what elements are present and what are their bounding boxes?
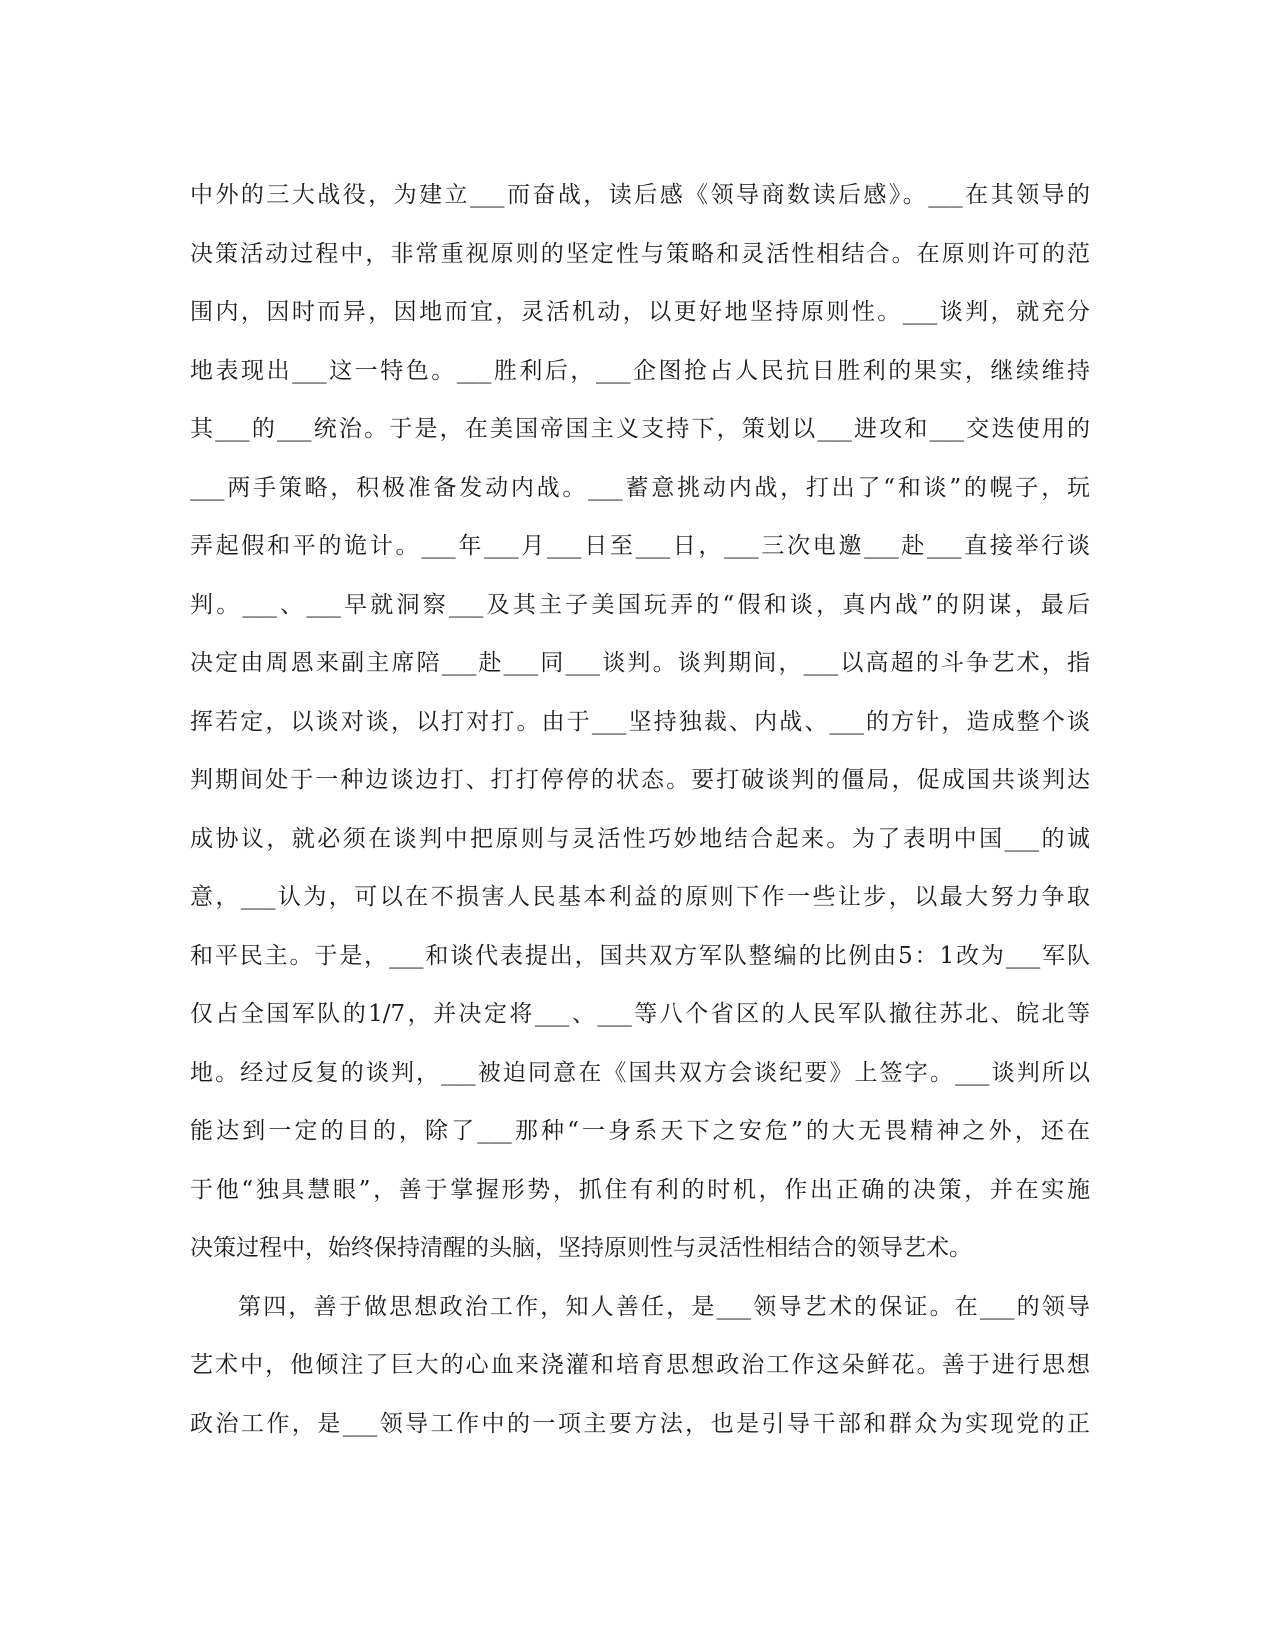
text-line: 政治工作，是___领导工作中的一项主要方法，也是引导干部和群众为实现党的正 xyxy=(190,1410,1090,1437)
text-line: 决策过程中，始终保持清醒的头脑，坚持原则性与灵活性相结合的领导艺术。 xyxy=(190,1235,972,1261)
text-line: 成协议，就必须在谈判中把原则与灵活性巧妙地结合起来。为了表明中国___的诚 xyxy=(190,825,1090,852)
text-line: 弄起假和平的诡计。___年___月___日至___日，___三次电邀___赴___直接举行谈 xyxy=(190,533,1090,559)
text-line: 和平民主。于是，___和谈代表提出，国共双方军队整编的比例由5：1改为___军队 xyxy=(190,942,1090,969)
text-line: 第四，善于做思想政治工作，知人善任，是___领导艺术的保证。在___的领导 xyxy=(238,1293,1090,1320)
body-text xyxy=(190,166,1090,1453)
text-line: 围内，因时而异，因地而宜，灵活机动，以更好地坚持原则性。___谈判，就充分 xyxy=(190,299,1090,325)
text-line: 仅占全国军队的1/7，并决定将___、___等八个省区的人民军队撤往苏北、皖北等 xyxy=(190,1001,1090,1027)
text-line: 艺术中，他倾注了巨大的心血来浇灌和培育思想政治工作这朵鲜花。善于进行思想 xyxy=(190,1352,1090,1378)
text-line: 于他“独具慧眼”，善于掌握形势，抓住有利的时机，作出正确的决策，并在实施 xyxy=(190,1176,1090,1203)
text-line: 挥若定，以谈对谈，以打对打。由于___坚持独裁、内战、___的方针，造成整个谈 xyxy=(190,708,1090,735)
text-line: ___两手策略，积极准备发动内战。___蓄意挑动内战，打出了“和谈”的幌子，玩 xyxy=(190,474,1090,501)
text-line: 地表现出___这一特色。___胜利后，___企图抢占人民抗日胜利的果实，继续维持 xyxy=(190,357,1090,384)
text-line: 其___的___统治。于是，在美国帝国主义支持下，策划以___进攻和___交迭使用的 xyxy=(190,416,1090,442)
text-line: 决定由周恩来副主席陪___赴___同___谈判。谈判期间，___以高超的斗争艺术，指 xyxy=(190,650,1090,676)
text-line: 判期间处于一种边谈边打、打打停停的状态。要打破谈判的僵局，促成国共谈判达 xyxy=(190,767,1090,793)
text-line: 地。经过反复的谈判，___被迫同意在《国共双方会谈纪要》上签字。___谈判所以 xyxy=(190,1059,1090,1086)
text-line: 判。___、___早就洞察___及其主子美国玩弄的“假和谈，真内战”的阴谋，最后 xyxy=(190,591,1090,618)
text-line: 中外的三大战役，为建立___而奋战，读后感《领导商数读后感》。___在其领导的 xyxy=(190,182,1090,208)
text-line: 决策活动过程中，非常重视原则的坚定性与策略和灵活性相结合。在原则许可的范 xyxy=(190,240,1090,267)
text-line: 能达到一定的目的，除了___那种“一身系天下之安危”的大无畏精神之外，还在 xyxy=(190,1118,1090,1144)
text-line: 意，___认为，可以在不损害人民基本利益的原则下作一些让步，以最大努力争取 xyxy=(190,884,1090,910)
